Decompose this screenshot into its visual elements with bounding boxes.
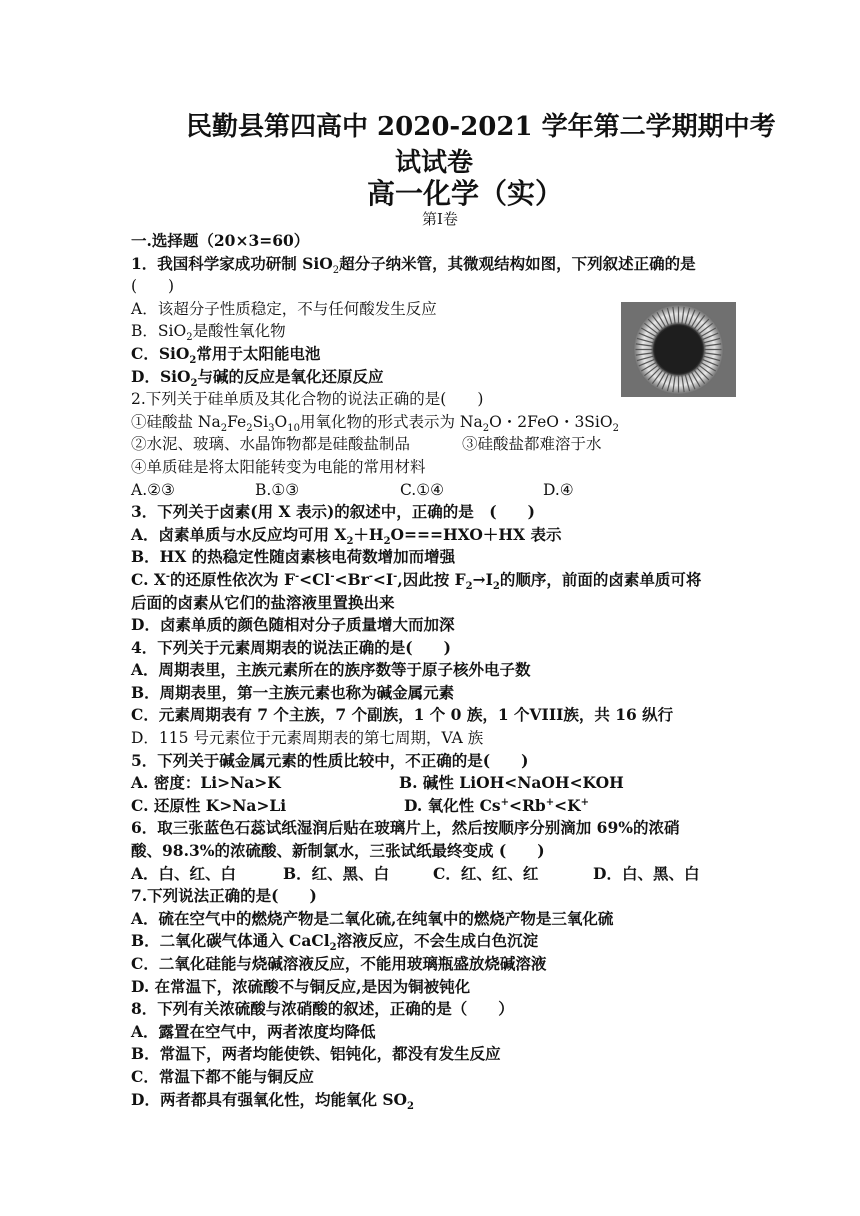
q7-option-d: D. 在常温下，浓硫酸不与铜反应,是因为铜被钝化 [131, 976, 471, 996]
q2-stem: 2.下列关于硅单质及其化合物的说法正确的是( ) [131, 390, 484, 409]
q7-option-a: A．硫在空气中的燃烧产物是二氧化硫,在纯氧中的燃烧产物是三氧化硫 [131, 908, 614, 928]
q3-option-c: C. X-的还原性依次为 F-<Cl-<Br-<I-,因此按 $F_2\to I_2$的顺序，前面的卤素单质可将 [131, 569, 702, 592]
q6-stem-line1: 6．取三张蓝色石蕊试纸湿润后贴在玻璃片上，然后按顺序分别滴加 69%的浓硝 [131, 818, 680, 838]
exam-title-line1: 民勤县第四高中 2020-2021 学年第二学期期中考 [186, 112, 776, 142]
q1-paren: ( ) [131, 277, 175, 296]
q6-stem-line2: 酸、98.3%的浓硫酸、新制氯水，三张试纸最终变成 ( ) [131, 841, 545, 861]
q3-option-d: D．卤素单质的颜色随相对分子质量增大而加深 [131, 615, 455, 635]
question-list [131, 230, 731, 1111]
q8-option-d: D．两者都具有强氧化性，均能氧化 $SO_2$ [131, 1089, 415, 1112]
q1-option-d: D．SiO$_2$与碱的反应是氧化还原反应 [131, 366, 384, 389]
q5-options-cd: C. 还原性 K>Na>Li D. 氧化性 Cs+<Rb+<K+ [131, 795, 589, 815]
q4-option-d: D．115 号元素位于元素周期表的第七周期，VA 族 [131, 729, 484, 748]
q2-statement-4: ④单质硅是将太阳能转变为电能的常用材料 [131, 457, 426, 476]
q3-option-b: B．HX 的热稳定性随卤素核电荷数增加而增强 [131, 547, 456, 567]
q3-stem: 3．下列关于卤素(用 X 表示)的叙述中，正确的是 ( ) [131, 502, 535, 522]
section-heading: 一.选择题（20×3=60） [131, 231, 310, 250]
q6-options: A．白、红、白 B．红、黑、白 C．红、红、红 D．白、黑、白 [131, 863, 700, 883]
q7-stem: 7.下列说法正确的是( ) [131, 886, 317, 906]
q2-statement-2-3: ②水泥、玻璃、水晶饰物都是硅酸盐制品 ③硅酸盐都难溶于水 [131, 435, 602, 454]
q1-option-a: A．该超分子性质稳定，不与任何酸发生反应 [131, 299, 437, 318]
q3-option-a: A．卤素单质与水反应均可用 $X_2+H_2O===HXO+HX$ 表示 [131, 524, 562, 547]
q7-option-c: C．二氧化硅能与烧碱溶液反应，不能用玻璃瓶盛放烧碱溶液 [131, 954, 547, 973]
q2-statement-1: ①硅酸盐 $Na_2Fe_2Si_3O_{10}$用氧化物的形式表示为 $Na_2O$・2FeO・3SiO$_2$ [131, 412, 619, 434]
q5-options-ab: A. 密度：Li>Na>K B. 碱性 LiOH<NaOH<KOH [131, 773, 624, 793]
q5-stem: 5．下列关于碱金属元素的性质比较中，不正确的是( ) [131, 750, 529, 770]
exam-title-line2: 试试卷 [395, 148, 474, 178]
subject-title: 高一化学（实） [367, 177, 564, 210]
volume-label: 第Ⅰ卷 [422, 210, 458, 228]
q3-option-c-cont: 后面的卤素从它们的盐溶液里置换出来 [131, 592, 395, 612]
q8-option-b: B．常温下，两者均能使铁、铝钝化，都没有发生反应 [131, 1044, 501, 1064]
q1-stem: 1．我国科学家成功研制 SiO$_2$超分子纳米管，其微观结构如图，下列叙述正确的是 [131, 253, 696, 276]
q1-option-b: B．SiO$_2$是酸性氧化物 [131, 322, 286, 344]
q1-option-c: C．SiO$_2$常用于太阳能电池 [131, 343, 321, 367]
q7-option-b: B．二氧化碳气体通入 CaCl$_2$溶液反应，不会生成白色沉淀 [131, 931, 539, 954]
q4-option-b: B．周期表里，第一主族元素也称为碱金属元素 [131, 682, 455, 702]
q8-option-a: A．露置在空气中，两者浓度均降低 [131, 1021, 376, 1041]
q2-options: A.②③ B.①③ C.①④ D.④ [131, 480, 574, 499]
q4-option-c: C．元素周期表有 7 个主族，7 个副族，1 个 0 族，1 个VIII族，共 16 纵行 [131, 705, 674, 725]
q8-option-c: C．常温下都不能与铜反应 [131, 1066, 314, 1086]
q4-stem: 4．下列关于元素周期表的说法正确的是( ) [131, 637, 451, 657]
q4-option-a: A．周期表里，主族元素所在的族序数等于原子核外电子数 [131, 660, 531, 680]
q8-stem: 8．下列有关浓硫酸与浓硝酸的叙述，正确的是（ ） [131, 999, 514, 1019]
